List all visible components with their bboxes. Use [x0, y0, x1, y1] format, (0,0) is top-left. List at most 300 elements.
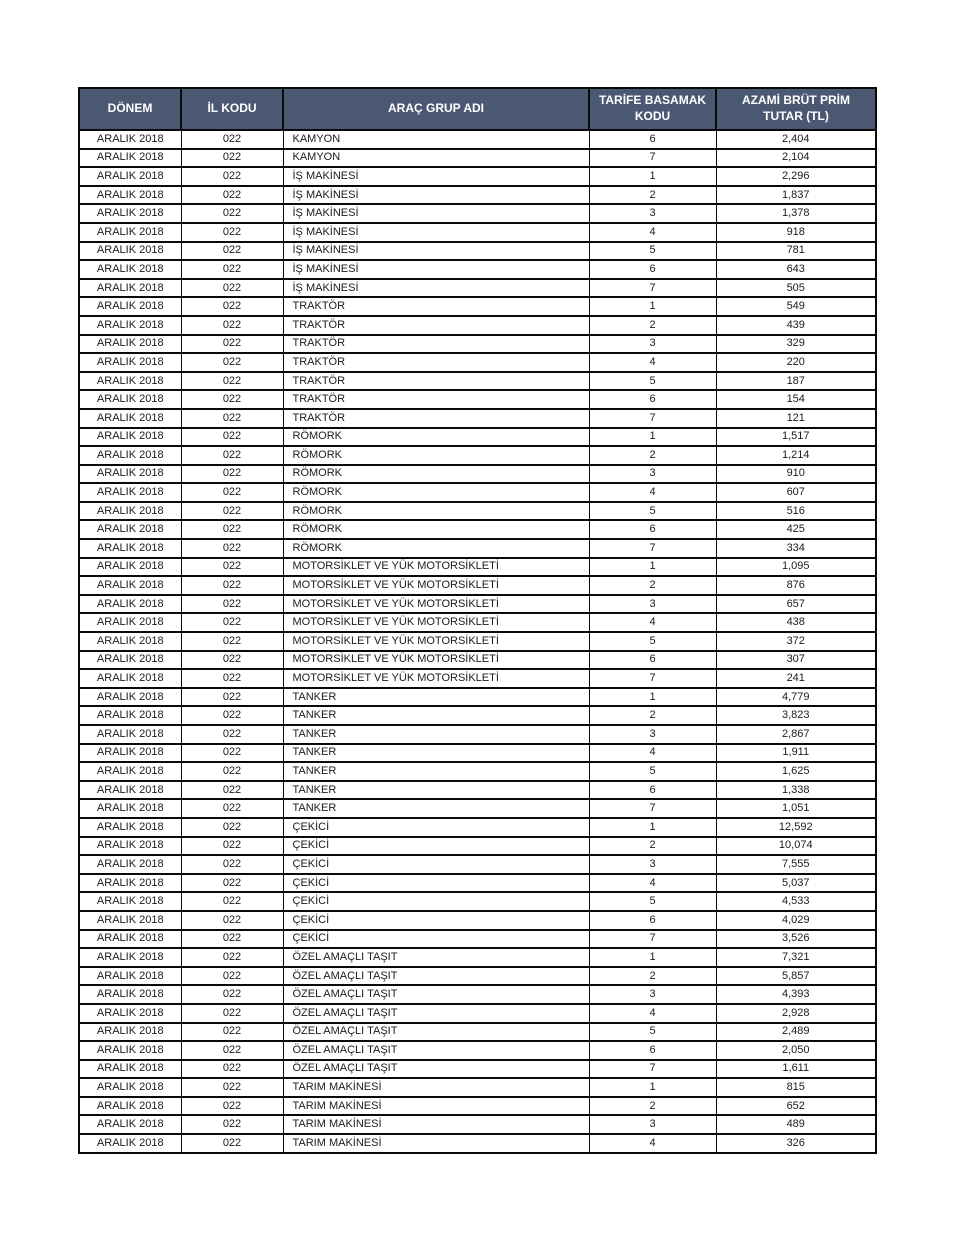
- table-cell: TARIM MAKİNESİ: [283, 1134, 589, 1153]
- table-cell: ARALIK 2018: [79, 595, 181, 614]
- table-cell: 6: [589, 260, 716, 279]
- table-cell: ARALIK 2018: [79, 390, 181, 409]
- table-cell: 6: [589, 651, 716, 670]
- table-row: [79, 316, 876, 335]
- table-cell: 022: [181, 409, 283, 428]
- table-row: [79, 651, 876, 670]
- table-cell: TANKER: [283, 744, 589, 763]
- table-header-row: [79, 88, 876, 130]
- table-cell: 1: [589, 428, 716, 447]
- table-cell: 2: [589, 706, 716, 725]
- table-cell: 220: [716, 353, 876, 372]
- table-cell: 7: [589, 669, 716, 688]
- table-cell: 022: [181, 279, 283, 298]
- table-cell: 4,029: [716, 911, 876, 930]
- table-row: [79, 874, 876, 893]
- table-row: [79, 297, 876, 316]
- table-cell: ARALIK 2018: [79, 818, 181, 837]
- table-cell: ARALIK 2018: [79, 1004, 181, 1023]
- table-cell: 5,857: [716, 967, 876, 986]
- table-cell: 022: [181, 242, 283, 261]
- table-row: [79, 260, 876, 279]
- table-cell: 4,779: [716, 688, 876, 707]
- table-cell: 022: [181, 930, 283, 949]
- table-cell: ÖZEL AMAÇLI TAŞIT: [283, 1060, 589, 1079]
- table-row: [79, 613, 876, 632]
- table-cell: ARALIK 2018: [79, 948, 181, 967]
- table-cell: 022: [181, 186, 283, 205]
- table-cell: 022: [181, 837, 283, 856]
- table-cell: ARALIK 2018: [79, 446, 181, 465]
- table-cell: ARALIK 2018: [79, 1023, 181, 1042]
- table-cell: ÖZEL AMAÇLI TAŞIT: [283, 967, 589, 986]
- table-row: [79, 539, 876, 558]
- table-row: [79, 465, 876, 484]
- table-cell: 022: [181, 874, 283, 893]
- table-cell: 7: [589, 149, 716, 168]
- table-row: [79, 353, 876, 372]
- table-cell: TARIM MAKİNESİ: [283, 1097, 589, 1116]
- table-cell: ARALIK 2018: [79, 297, 181, 316]
- table-cell: 022: [181, 855, 283, 874]
- table-cell: 022: [181, 539, 283, 558]
- table-cell: 7: [589, 539, 716, 558]
- table-cell: ÇEKİCİ: [283, 874, 589, 893]
- table-cell: 2,050: [716, 1041, 876, 1060]
- table-cell: ARALIK 2018: [79, 985, 181, 1004]
- table-cell: ARALIK 2018: [79, 428, 181, 447]
- table-cell: TARIM MAKİNESİ: [283, 1078, 589, 1097]
- table-cell: ÇEKİCİ: [283, 855, 589, 874]
- table-row: [79, 130, 876, 149]
- table-cell: ÖZEL AMAÇLI TAŞIT: [283, 1004, 589, 1023]
- tariff-table: [78, 87, 877, 1154]
- table-row: [79, 1023, 876, 1042]
- table-row: [79, 911, 876, 930]
- table-cell: TANKER: [283, 706, 589, 725]
- table-row: [79, 744, 876, 763]
- table-cell: MOTORSİKLET VE YÜK MOTORSİKLETİ: [283, 613, 589, 632]
- table-cell: 505: [716, 279, 876, 298]
- table-row: [79, 558, 876, 577]
- table-cell: 6: [589, 1041, 716, 1060]
- table-cell: ARALIK 2018: [79, 316, 181, 335]
- table-row: [79, 967, 876, 986]
- table-row: [79, 1097, 876, 1116]
- table-cell: KAMYON: [283, 149, 589, 168]
- table-cell: 3: [589, 595, 716, 614]
- table-cell: 5: [589, 502, 716, 521]
- table-cell: 3,526: [716, 930, 876, 949]
- table-cell: 022: [181, 576, 283, 595]
- table-cell: ARALIK 2018: [79, 855, 181, 874]
- table-cell: 022: [181, 1115, 283, 1134]
- table-cell: ARALIK 2018: [79, 558, 181, 577]
- table-cell: ARALIK 2018: [79, 242, 181, 261]
- table-row: [79, 632, 876, 651]
- table-cell: ARALIK 2018: [79, 167, 181, 186]
- table-row: [79, 1004, 876, 1023]
- table-row: [79, 837, 876, 856]
- column-header-donem: DÖNEM: [79, 88, 181, 130]
- table-cell: ARALIK 2018: [79, 762, 181, 781]
- table-cell: 5: [589, 372, 716, 391]
- table-cell: 1,517: [716, 428, 876, 447]
- table-cell: 022: [181, 558, 283, 577]
- table-cell: ARALIK 2018: [79, 260, 181, 279]
- table-cell: 5: [589, 892, 716, 911]
- table-cell: 022: [181, 223, 283, 242]
- table-cell: 5: [589, 632, 716, 651]
- table-cell: ARALIK 2018: [79, 1097, 181, 1116]
- table-cell: 5: [589, 242, 716, 261]
- table-cell: 2,404: [716, 130, 876, 149]
- table-row: [79, 167, 876, 186]
- table-cell: 2,104: [716, 149, 876, 168]
- table-cell: 022: [181, 725, 283, 744]
- table-cell: 3: [589, 1115, 716, 1134]
- table-cell: 5: [589, 1023, 716, 1042]
- table-cell: RÖMORK: [283, 520, 589, 539]
- table-cell: İŞ MAKİNESİ: [283, 260, 589, 279]
- table-cell: 438: [716, 613, 876, 632]
- table-cell: ARALIK 2018: [79, 930, 181, 949]
- table-cell: 2,928: [716, 1004, 876, 1023]
- table-cell: ARALIK 2018: [79, 688, 181, 707]
- table-cell: ÖZEL AMAÇLI TAŞIT: [283, 1023, 589, 1042]
- table-cell: ÖZEL AMAÇLI TAŞIT: [283, 1041, 589, 1060]
- table-cell: 022: [181, 149, 283, 168]
- table-cell: 187: [716, 372, 876, 391]
- table-cell: RÖMORK: [283, 428, 589, 447]
- table-cell: 1,837: [716, 186, 876, 205]
- table-row: [79, 149, 876, 168]
- table-cell: 022: [181, 353, 283, 372]
- table-cell: ARALIK 2018: [79, 632, 181, 651]
- table-cell: 4,533: [716, 892, 876, 911]
- table-cell: 4: [589, 874, 716, 893]
- table-cell: MOTORSİKLET VE YÜK MOTORSİKLETİ: [283, 669, 589, 688]
- table-cell: ÇEKİCİ: [283, 930, 589, 949]
- table-cell: 6: [589, 130, 716, 149]
- table-cell: 657: [716, 595, 876, 614]
- table-cell: 781: [716, 242, 876, 261]
- table-cell: 1: [589, 1078, 716, 1097]
- table-cell: 022: [181, 744, 283, 763]
- table-cell: 022: [181, 204, 283, 223]
- table-cell: ARALIK 2018: [79, 1060, 181, 1079]
- table-row: [79, 409, 876, 428]
- table-cell: 4: [589, 1004, 716, 1023]
- table-cell: 7: [589, 1060, 716, 1079]
- table-cell: 022: [181, 967, 283, 986]
- table-cell: 10,074: [716, 837, 876, 856]
- table-cell: 022: [181, 706, 283, 725]
- table-cell: 3: [589, 725, 716, 744]
- table-row: [79, 930, 876, 949]
- table-cell: 1,378: [716, 204, 876, 223]
- table-cell: 022: [181, 799, 283, 818]
- table-cell: ARALIK 2018: [79, 186, 181, 205]
- table-cell: ARALIK 2018: [79, 1134, 181, 1153]
- table-cell: 607: [716, 483, 876, 502]
- table-cell: 4: [589, 483, 716, 502]
- table-cell: ARALIK 2018: [79, 502, 181, 521]
- table-cell: 12,592: [716, 818, 876, 837]
- table-cell: 815: [716, 1078, 876, 1097]
- table-cell: 3: [589, 465, 716, 484]
- table-cell: ARALIK 2018: [79, 353, 181, 372]
- table-cell: 2: [589, 967, 716, 986]
- table-cell: ARALIK 2018: [79, 1041, 181, 1060]
- table-cell: ARALIK 2018: [79, 130, 181, 149]
- table-cell: ARALIK 2018: [79, 1115, 181, 1134]
- table-cell: 022: [181, 985, 283, 1004]
- table-cell: RÖMORK: [283, 446, 589, 465]
- table-cell: 022: [181, 483, 283, 502]
- table-cell: ARALIK 2018: [79, 372, 181, 391]
- table-cell: ARALIK 2018: [79, 465, 181, 484]
- table-cell: 1: [589, 558, 716, 577]
- table-cell: 241: [716, 669, 876, 688]
- table-cell: TANKER: [283, 781, 589, 800]
- table-cell: 022: [181, 892, 283, 911]
- table-cell: 1,338: [716, 781, 876, 800]
- table-cell: TANKER: [283, 688, 589, 707]
- table-cell: 1: [589, 167, 716, 186]
- table-cell: 2: [589, 446, 716, 465]
- table-cell: 6: [589, 911, 716, 930]
- table-cell: ÇEKİCİ: [283, 911, 589, 930]
- table-cell: 022: [181, 446, 283, 465]
- table-row: [79, 688, 876, 707]
- table-cell: 3: [589, 855, 716, 874]
- table-row: [79, 595, 876, 614]
- table-row: [79, 781, 876, 800]
- table-cell: 643: [716, 260, 876, 279]
- table-row: [79, 483, 876, 502]
- table-cell: 022: [181, 762, 283, 781]
- table-cell: RÖMORK: [283, 465, 589, 484]
- table-cell: 2: [589, 837, 716, 856]
- table-cell: MOTORSİKLET VE YÜK MOTORSİKLETİ: [283, 576, 589, 595]
- table-cell: ARALIK 2018: [79, 1078, 181, 1097]
- table-row: [79, 985, 876, 1004]
- table-row: [79, 576, 876, 595]
- table-cell: 1,611: [716, 1060, 876, 1079]
- column-header-arac-grup-adi: ARAÇ GRUP ADI: [283, 88, 589, 130]
- table-row: [79, 1041, 876, 1060]
- table-row: [79, 502, 876, 521]
- table-cell: KAMYON: [283, 130, 589, 149]
- table-cell: 425: [716, 520, 876, 539]
- table-cell: 022: [181, 1041, 283, 1060]
- table-body: [79, 130, 876, 1153]
- table-cell: 022: [181, 520, 283, 539]
- table-cell: 022: [181, 1060, 283, 1079]
- column-header-azami-brut-prim-tutar: AZAMİ BRÜT PRİM TUTAR (TL): [716, 88, 876, 130]
- table-cell: 2,867: [716, 725, 876, 744]
- table-cell: 7,555: [716, 855, 876, 874]
- table-cell: 1,095: [716, 558, 876, 577]
- table-cell: ARALIK 2018: [79, 911, 181, 930]
- table-row: [79, 892, 876, 911]
- table-cell: ARALIK 2018: [79, 651, 181, 670]
- table-cell: 307: [716, 651, 876, 670]
- table-row: [79, 390, 876, 409]
- table-cell: 1: [589, 688, 716, 707]
- table-cell: 489: [716, 1115, 876, 1134]
- table-cell: TANKER: [283, 725, 589, 744]
- table-cell: 326: [716, 1134, 876, 1153]
- table-cell: ARALIK 2018: [79, 725, 181, 744]
- table-cell: 022: [181, 502, 283, 521]
- table-cell: ARALIK 2018: [79, 892, 181, 911]
- table-row: [79, 428, 876, 447]
- table-cell: TRAKTÖR: [283, 297, 589, 316]
- table-cell: ARALIK 2018: [79, 967, 181, 986]
- table-row: [79, 242, 876, 261]
- table-cell: 121: [716, 409, 876, 428]
- table-cell: MOTORSİKLET VE YÜK MOTORSİKLETİ: [283, 632, 589, 651]
- table-cell: 7: [589, 930, 716, 949]
- table-cell: 3: [589, 204, 716, 223]
- table-cell: 022: [181, 372, 283, 391]
- table-cell: 876: [716, 576, 876, 595]
- table-cell: 7: [589, 409, 716, 428]
- table-cell: 2: [589, 1097, 716, 1116]
- table-cell: 6: [589, 781, 716, 800]
- table-cell: 022: [181, 465, 283, 484]
- table-cell: 022: [181, 260, 283, 279]
- table-cell: ARALIK 2018: [79, 799, 181, 818]
- table-cell: 549: [716, 297, 876, 316]
- table-cell: 4,393: [716, 985, 876, 1004]
- table-cell: TRAKTÖR: [283, 390, 589, 409]
- table-row: [79, 762, 876, 781]
- table-cell: 7,321: [716, 948, 876, 967]
- table-cell: ARALIK 2018: [79, 669, 181, 688]
- table-cell: 022: [181, 613, 283, 632]
- table-cell: İŞ MAKİNESİ: [283, 186, 589, 205]
- table-cell: ARALIK 2018: [79, 781, 181, 800]
- table-cell: 022: [181, 335, 283, 354]
- table-cell: 7: [589, 279, 716, 298]
- table-row: [79, 669, 876, 688]
- table-row: [79, 186, 876, 205]
- table-cell: ARALIK 2018: [79, 744, 181, 763]
- table-row: [79, 948, 876, 967]
- table-cell: 022: [181, 781, 283, 800]
- table-cell: 516: [716, 502, 876, 521]
- table-cell: ARALIK 2018: [79, 223, 181, 242]
- table-cell: TANKER: [283, 799, 589, 818]
- table-cell: ARALIK 2018: [79, 539, 181, 558]
- table-cell: 022: [181, 130, 283, 149]
- table-cell: 022: [181, 911, 283, 930]
- table-cell: TANKER: [283, 762, 589, 781]
- table-row: [79, 335, 876, 354]
- table-cell: İŞ MAKİNESİ: [283, 279, 589, 298]
- table-cell: 1: [589, 948, 716, 967]
- table-cell: 022: [181, 1078, 283, 1097]
- table-cell: 4: [589, 1134, 716, 1153]
- table-cell: ARALIK 2018: [79, 204, 181, 223]
- table-cell: 022: [181, 651, 283, 670]
- table-cell: 022: [181, 948, 283, 967]
- table-cell: 1: [589, 297, 716, 316]
- table-cell: MOTORSİKLET VE YÜK MOTORSİKLETİ: [283, 651, 589, 670]
- table-cell: 022: [181, 818, 283, 837]
- table-row: [79, 223, 876, 242]
- table-cell: ARALIK 2018: [79, 837, 181, 856]
- table-cell: ARALIK 2018: [79, 520, 181, 539]
- table-cell: 154: [716, 390, 876, 409]
- table-cell: ARALIK 2018: [79, 706, 181, 725]
- table-cell: ARALIK 2018: [79, 335, 181, 354]
- table-cell: 022: [181, 1097, 283, 1116]
- table-cell: ARALIK 2018: [79, 483, 181, 502]
- table-cell: TRAKTÖR: [283, 316, 589, 335]
- table-cell: TRAKTÖR: [283, 335, 589, 354]
- table-cell: 022: [181, 632, 283, 651]
- table-cell: ARALIK 2018: [79, 279, 181, 298]
- table-cell: 1,911: [716, 744, 876, 763]
- table-cell: 372: [716, 632, 876, 651]
- table-cell: 4: [589, 353, 716, 372]
- table-cell: MOTORSİKLET VE YÜK MOTORSİKLETİ: [283, 595, 589, 614]
- table-cell: MOTORSİKLET VE YÜK MOTORSİKLETİ: [283, 558, 589, 577]
- table-cell: 022: [181, 167, 283, 186]
- table-cell: 6: [589, 390, 716, 409]
- table-cell: 1: [589, 818, 716, 837]
- table-cell: 1,625: [716, 762, 876, 781]
- table-row: [79, 1060, 876, 1079]
- table-cell: 2,296: [716, 167, 876, 186]
- table-cell: 329: [716, 335, 876, 354]
- table-cell: TRAKTÖR: [283, 372, 589, 391]
- table-cell: ÖZEL AMAÇLI TAŞIT: [283, 985, 589, 1004]
- table-cell: ÇEKİCİ: [283, 818, 589, 837]
- table-cell: 022: [181, 1023, 283, 1042]
- table-cell: 3: [589, 985, 716, 1004]
- table-cell: 022: [181, 428, 283, 447]
- table-cell: 4: [589, 223, 716, 242]
- table-row: [79, 799, 876, 818]
- table-header: [79, 88, 876, 130]
- table-cell: ARALIK 2018: [79, 409, 181, 428]
- table-row: [79, 725, 876, 744]
- table-cell: İŞ MAKİNESİ: [283, 167, 589, 186]
- table-cell: 910: [716, 465, 876, 484]
- table-cell: 7: [589, 799, 716, 818]
- table-row: [79, 372, 876, 391]
- column-header-il-kodu: İL KODU: [181, 88, 283, 130]
- table-cell: 2: [589, 186, 716, 205]
- table-cell: 022: [181, 1134, 283, 1153]
- column-header-tarife-basamak-kodu: TARİFE BASAMAK KODU: [589, 88, 716, 130]
- table-row: [79, 818, 876, 837]
- table-cell: ARALIK 2018: [79, 576, 181, 595]
- table-cell: 3: [589, 335, 716, 354]
- table-cell: 652: [716, 1097, 876, 1116]
- table-cell: 1,051: [716, 799, 876, 818]
- table-cell: 4: [589, 744, 716, 763]
- table-cell: 022: [181, 316, 283, 335]
- table-cell: ÇEKİCİ: [283, 837, 589, 856]
- table-cell: 334: [716, 539, 876, 558]
- table-row: [79, 446, 876, 465]
